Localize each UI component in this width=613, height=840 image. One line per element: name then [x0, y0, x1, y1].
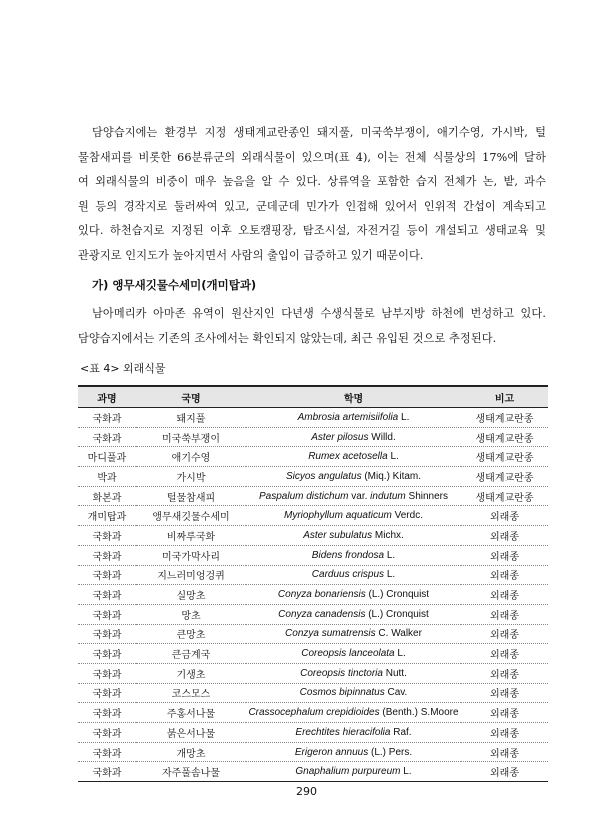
cell-scientific-name	[246, 644, 461, 664]
scientific-author: L.	[394, 648, 406, 660]
cell-note: 외래종	[461, 624, 548, 644]
scientific-author: L.	[400, 766, 412, 778]
cell-family: 국화과	[78, 604, 136, 624]
cell-korean-name: 털물참새피	[136, 486, 246, 506]
scientific-author: var.	[348, 490, 371, 502]
cell-note: 외래종	[461, 506, 548, 526]
scientific-genus-species: Bidens frondosa	[311, 549, 385, 561]
cell-korean-name: 미국쑥부쟁이	[136, 427, 246, 447]
scientific-genus-species: Cosmos bipinnatus	[299, 687, 385, 699]
table-row	[78, 408, 548, 428]
scientific-genus-species: Aster pilosus	[311, 431, 369, 443]
cell-korean-name: 개망초	[136, 742, 246, 762]
scientific-genus-species: Carduus crispus	[311, 569, 385, 581]
cell-family: 국화과	[78, 585, 136, 605]
cell-scientific-name	[246, 408, 461, 428]
cell-note: 외래종	[461, 585, 548, 605]
scientific-genus-species: Aster subulatus	[303, 529, 373, 541]
table-row	[78, 742, 548, 762]
cell-family: 국화과	[78, 663, 136, 683]
section-heading: 가) 앵무새깃물수세미(개미탑과)	[92, 278, 257, 292]
cell-scientific-name	[246, 467, 461, 487]
cell-family: 화본과	[78, 486, 136, 506]
paragraph-line: 있다. 하천습지로 지정된 이후 오토캠핑장, 탐조시설, 자전거길 등이 개설되고 생태교육 및	[78, 224, 546, 237]
cell-scientific-name	[246, 762, 461, 782]
cell-family: 개미탑과	[78, 506, 136, 526]
scientific-genus-species: Conzya sumatrensis	[285, 628, 376, 640]
table-row	[78, 565, 548, 585]
cell-note: 외래종	[461, 663, 548, 683]
cell-family: 국화과	[78, 526, 136, 546]
table-row	[78, 427, 548, 447]
paragraph-line: 여 외래식물의 비중이 매우 높음을 알 수 있다. 상류역을 포함한 습지 전체가 논, 밭, 과수	[78, 175, 546, 188]
scientific-genus-species: Coreopsis lanceolata	[301, 648, 395, 660]
table-row	[78, 585, 548, 605]
cell-korean-name: 기생초	[136, 663, 246, 683]
cell-note: 외래종	[461, 703, 548, 723]
cell-scientific-name	[246, 486, 461, 506]
scientific-author: Verdc.	[391, 510, 423, 522]
scientific-genus-species: Sicyos angulatus	[285, 470, 362, 482]
table-row	[78, 447, 548, 467]
page-number: 290	[296, 785, 317, 798]
body-paragraph-2	[78, 302, 546, 351]
cell-family: 국화과	[78, 723, 136, 743]
table-row	[78, 467, 548, 487]
cell-family: 국화과	[78, 644, 136, 664]
table-row	[78, 486, 548, 506]
scientific-author: (Benth.) S.Moore	[379, 707, 459, 719]
cell-note: 외래종	[461, 683, 548, 703]
cell-family: 국화과	[78, 683, 136, 703]
cell-note: 외래종	[461, 526, 548, 546]
cell-korean-name: 주홍서나물	[136, 703, 246, 723]
cell-scientific-name	[246, 526, 461, 546]
scientific-genus-species: Ambrosia artemisiifolia	[297, 411, 399, 423]
cell-family: 국화과	[78, 762, 136, 782]
header-korean-name: 국명	[136, 386, 246, 408]
cell-korean-name: 비짜루국화	[136, 526, 246, 546]
paragraph-line: 관광지로 인지도가 높아지면서 사람의 출입이 급증하고 있기 때문이다.	[78, 248, 424, 262]
scientific-author: (L.) Pers.	[368, 746, 413, 758]
scientific-genus-species: Gnaphalium purpureum	[295, 766, 401, 778]
cell-scientific-name	[246, 742, 461, 762]
cell-note: 외래종	[461, 644, 548, 664]
scientific-genus-species: Myriophyllum aquaticum	[284, 510, 392, 522]
table-row	[78, 663, 548, 683]
scientific-author: C. Walker	[375, 628, 422, 640]
table-row	[78, 683, 548, 703]
scientific-author: L.	[384, 569, 396, 581]
cell-korean-name: 가시박	[136, 467, 246, 487]
header-scientific-name: 학명	[246, 386, 461, 408]
scientific-author: Cav.	[384, 687, 408, 699]
cell-scientific-name	[246, 624, 461, 644]
cell-korean-name: 실망초	[136, 585, 246, 605]
cell-korean-name: 돼지풀	[136, 408, 246, 428]
scientific-genus-species: Erigeron annuus	[294, 746, 369, 758]
cell-note: 생태계교란종	[461, 467, 548, 487]
cell-note: 외래종	[461, 762, 548, 782]
cell-korean-name: 지느러미엉겅퀴	[136, 565, 246, 585]
paragraph-line: 담양습지에는 환경부 지정 생태계교란종인 돼지풀, 미국쑥부쟁이, 애기수영, 가시박, 털	[92, 126, 546, 139]
table-row	[78, 526, 548, 546]
cell-scientific-name	[246, 447, 461, 467]
table-row	[78, 624, 548, 644]
scientific-genus-species: Paspalum distichum	[259, 490, 349, 502]
cell-note: 외래종	[461, 565, 548, 585]
cell-scientific-name	[246, 683, 461, 703]
scientific-author: Raf.	[390, 726, 412, 738]
cell-korean-name: 큰망초	[136, 624, 246, 644]
scientific-author: (L.) Cronquist	[365, 608, 429, 620]
table-row	[78, 644, 548, 664]
cell-note: 외래종	[461, 604, 548, 624]
table-row	[78, 703, 548, 723]
cell-note: 외래종	[461, 742, 548, 762]
header-family: 과명	[78, 386, 136, 408]
cell-korean-name: 붉은서나물	[136, 723, 246, 743]
cell-family: 국화과	[78, 565, 136, 585]
cell-family: 국화과	[78, 624, 136, 644]
cell-note: 생태계교란종	[461, 427, 548, 447]
cell-note: 생태계교란종	[461, 486, 548, 506]
scientific-variety: indutum	[370, 490, 406, 502]
paragraph-line: 물참새피를 비롯한 66분류군의 외래식물이 있으며(표 4), 이는 전체 식물상의 17%에 달하	[78, 150, 546, 164]
scientific-genus-species: Erechtites hieracifolia	[295, 726, 391, 738]
scientific-author: Willd.	[368, 431, 396, 443]
cell-scientific-name	[246, 545, 461, 565]
cell-family: 국화과	[78, 427, 136, 447]
cell-korean-name: 큰금계국	[136, 644, 246, 664]
cell-note: 생태계교란종	[461, 447, 548, 467]
cell-scientific-name	[246, 565, 461, 585]
cell-note: 외래종	[461, 723, 548, 743]
scientific-genus-species: Crassocephalum crepidioides	[248, 707, 380, 719]
scientific-author: L.	[398, 411, 410, 423]
cell-family: 박과	[78, 467, 136, 487]
scientific-author: L.	[384, 549, 396, 561]
scientific-genus-species: Rumex acetosella	[308, 451, 388, 463]
cell-note: 외래종	[461, 545, 548, 565]
cell-scientific-name	[246, 585, 461, 605]
cell-korean-name: 망초	[136, 604, 246, 624]
cell-note: 생태계교란종	[461, 408, 548, 428]
scientific-author: L.	[387, 451, 399, 463]
cell-scientific-name	[246, 703, 461, 723]
table-row	[78, 545, 548, 565]
cell-family: 국화과	[78, 742, 136, 762]
scientific-genus-species: Conyza canadensis	[278, 608, 366, 620]
cell-korean-name: 애기수영	[136, 447, 246, 467]
scientific-genus-species: Conyza bonariensis	[277, 589, 366, 601]
header-note: 비고	[461, 386, 548, 408]
cell-family: 마디풀과	[78, 447, 136, 467]
body-paragraph-1	[78, 121, 546, 268]
scientific-author: Nutt.	[382, 667, 407, 679]
scientific-genus-species: Coreopsis tinctoria	[300, 667, 383, 679]
cell-family: 국화과	[78, 545, 136, 565]
table-body	[78, 408, 548, 782]
table-row	[78, 604, 548, 624]
table-caption: <표 4> 외래식물	[80, 362, 166, 375]
paragraph-line: 남아메리카 아마존 유역이 원산지인 다년생 수생식물로 남부지방 하천에 번성하고 있다.	[92, 307, 546, 320]
table-header-row	[78, 386, 548, 408]
cell-korean-name: 앵무새깃물수세미	[136, 506, 246, 526]
paragraph-line: 담양습지에서는 기존의 조사에서는 확인되지 않았는데, 최근 유입된 것으로 추정된다.	[78, 331, 497, 345]
table-row	[78, 723, 548, 743]
cell-korean-name: 미국가막사리	[136, 545, 246, 565]
scientific-author: Michx.	[372, 529, 404, 541]
scientific-author: (L.) Cronquist	[365, 589, 430, 601]
cell-scientific-name	[246, 506, 461, 526]
cell-scientific-name	[246, 604, 461, 624]
cell-korean-name: 코스모스	[136, 683, 246, 703]
cell-scientific-name	[246, 723, 461, 743]
scientific-variety-author: Shinners	[405, 490, 448, 502]
cell-family: 국화과	[78, 703, 136, 723]
paragraph-line: 원 등의 경작지로 둘러싸여 있고, 군데군데 민가가 인접해 있어서 인위적 간섭이 계속되고	[78, 199, 546, 213]
table-row	[78, 762, 548, 782]
cell-scientific-name	[246, 663, 461, 683]
scientific-author: (Miq.) Kitam.	[361, 470, 422, 482]
cell-scientific-name	[246, 427, 461, 447]
table-row	[78, 506, 548, 526]
cell-korean-name: 자주풀솜나물	[136, 762, 246, 782]
cell-family: 국화과	[78, 408, 136, 428]
alien-plants-table	[78, 385, 548, 782]
